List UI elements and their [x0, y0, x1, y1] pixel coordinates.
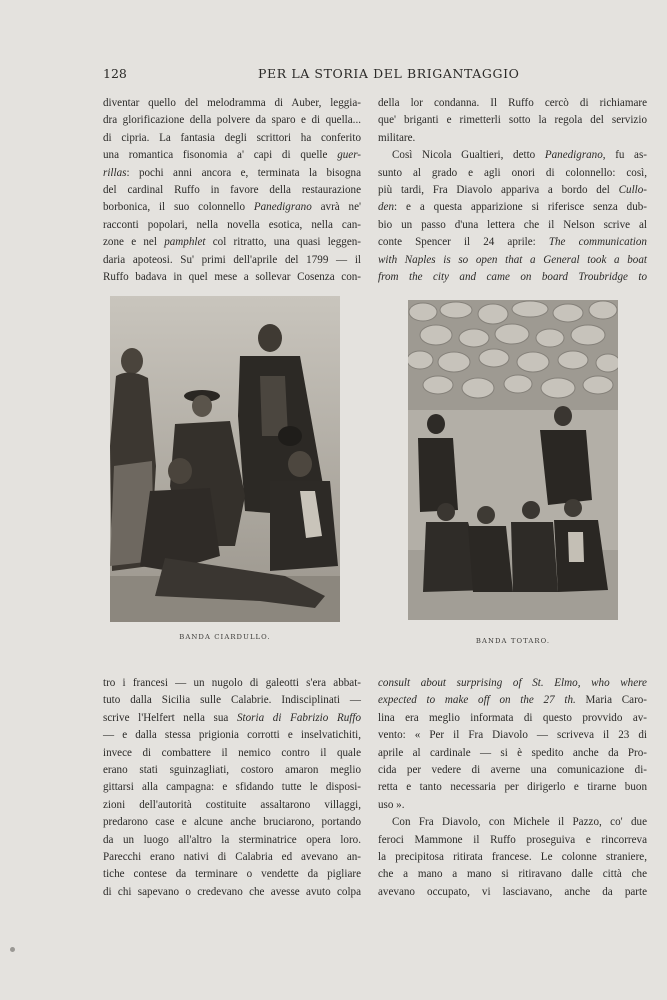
text-run: tiche contese da terminare o vendette da pigliare [103, 868, 361, 881]
text-line [103, 762, 361, 779]
page-number: 128 [103, 66, 127, 81]
italic-run: from the city and came on board Troubridge to [378, 271, 647, 284]
italic-run: pamphlet [164, 236, 206, 249]
text-line [378, 692, 647, 709]
text-run: : pochi anni ancora e, terminata la bisogna [126, 166, 361, 179]
text-run: predarono case e alcune anche bruciarono, portando [103, 816, 361, 829]
italic-run: Cullo- [618, 184, 647, 197]
text-run: , fu as- [602, 149, 647, 162]
text-column-top-right [378, 95, 647, 286]
text-run: invece di combattere il nemico contro il quale [103, 746, 361, 759]
text-line [103, 112, 361, 129]
text-line [103, 832, 361, 849]
text-line [378, 797, 647, 814]
text-run: — e dalla stessa prigionia corrotti e inselvatichiti, [103, 729, 361, 742]
text-line [103, 692, 361, 709]
italic-run: guer- [337, 149, 361, 162]
text-run: del cardinal Ruffo in favore della restaurazione [103, 184, 361, 197]
text-line [378, 95, 647, 112]
italic-run: Panedigrano [544, 149, 603, 162]
text-line [378, 199, 647, 216]
text-run: vento: « Per il Fra Diavolo — scriveva il 23 di [378, 729, 647, 742]
text-line [103, 675, 361, 692]
text-run: da un luogo all'altro la sterminatrice opera loro. [103, 833, 361, 846]
text-line [378, 147, 647, 164]
text-run: scrive l'Helfert nella sua [103, 711, 237, 724]
text-run: cida per vedere di averne una comunicazione di- [378, 764, 647, 777]
text-line [103, 234, 361, 251]
text-run: sunto al grado e agli onori di colonnello: così, [378, 166, 647, 179]
text-run: racconti popolari, nella novella esotica, nella can- [103, 218, 361, 231]
text-run: dra glorificazione della polvere da sparo e di quella... [103, 114, 361, 127]
text-line [103, 130, 361, 147]
text-run: col ritratto, una quasi leggen- [205, 236, 361, 249]
photo-banda-totaro-image [408, 300, 618, 620]
text-column-bottom-left [103, 675, 361, 901]
photo-banda-totaro [408, 300, 618, 620]
text-run: erano stati sguinzagliati, costoro amaron meglio [103, 764, 361, 777]
text-run: zone e nel [103, 236, 165, 249]
text-run: aprile al cardinale — si è spedito anche da Pro- [378, 746, 647, 759]
text-run: di chi sapevano o credevano che avesse avuto colpa [103, 885, 361, 898]
text-run: della lor condanna. Il Ruffo cercò di richiamare [378, 97, 647, 109]
text-run: Ruffo badava in quel mese a sollevar Cosenza con- [103, 271, 361, 284]
text-run: la precipitosa ritirata francese. Le colonne straniere, [378, 851, 647, 864]
text-line [103, 95, 361, 112]
text-line [378, 745, 647, 762]
text-line [103, 217, 361, 234]
text-line [378, 814, 647, 831]
text-line [378, 182, 647, 199]
text-line [378, 217, 647, 234]
text-run: bio un passo d'una lettera che il Nelson scrive al [378, 218, 647, 231]
italic-run: with Naples is so open that a General took a boat [378, 253, 647, 266]
text-line [103, 727, 361, 744]
text-line [378, 675, 647, 692]
italic-run: Storia di Fabrizio Ruffo [237, 711, 361, 724]
text-line [103, 165, 361, 182]
italic-run: consult about surprising of St. Elmo, who where [378, 677, 647, 689]
text-line [103, 745, 361, 762]
text-run: Maria Caro- [575, 694, 648, 707]
text-line [378, 269, 647, 286]
photo-banda-ciardullo [110, 296, 340, 622]
text-line [378, 710, 647, 727]
text-run: gittarsi alla campagna: e sfidando tutte le disposi- [103, 781, 361, 794]
text-line [378, 727, 647, 744]
text-run: militare. [378, 131, 416, 144]
text-line [378, 849, 647, 866]
text-line [378, 252, 647, 269]
text-line [103, 182, 361, 199]
text-run: Così Nicola Gualtieri, detto [392, 149, 545, 162]
text-run: tuto dalla Sicilia sulle Calabrie. Indisciplinati — [103, 694, 361, 707]
running-title: PER LA STORIA DEL BRIGANTAGGIO [258, 66, 520, 81]
text-line [378, 165, 647, 182]
italic-run: expected to make off on the 27 th. [378, 694, 576, 707]
text-run: retta e tanto necessaria per dirigerlo e tirarne buon [378, 781, 647, 794]
italic-run: den [378, 201, 395, 214]
text-run: tro i francesi — un nugolo di galeotti s'era abbat- [103, 677, 361, 689]
photo-caption-left: BANDA CIARDULLO. [179, 633, 271, 641]
text-run: avevano occupato, vi lasciavano, anche da parte [378, 885, 647, 898]
text-line [378, 112, 647, 129]
text-line [103, 710, 361, 727]
text-line [378, 866, 647, 883]
text-run: borbonica, il suo colonnello [103, 201, 254, 214]
text-run: feroci Mammone il Ruffo proseguiva e rincorreva [378, 833, 647, 846]
text-run: lina era meglio informata di questo provvido av- [378, 711, 647, 724]
paper-speck [10, 947, 15, 952]
text-run: : e a questa apparizione si riferisce senza dub- [394, 201, 647, 214]
text-run: una romantica fisonomia a' capi di quelle [103, 149, 338, 162]
text-line [378, 832, 647, 849]
italic-run: rillas [103, 166, 127, 179]
text-column-bottom-right [378, 675, 647, 901]
text-line [103, 884, 361, 901]
text-line [378, 779, 647, 796]
text-run: Con Fra Diavolo, con Michele il Pazzo, co' due [392, 816, 647, 829]
text-run: Parecchi erano nativi di Calabria ed avevano an- [103, 851, 361, 864]
text-run: più tardi, Fra Diavolo appariva a bordo del [378, 184, 619, 197]
text-run: di cipria. La fantasia degli scrittori ha conferito [103, 131, 361, 144]
italic-run: Panedigrano [253, 201, 312, 214]
text-line [378, 884, 647, 901]
text-line [103, 252, 361, 269]
text-line [378, 130, 647, 147]
photo-caption-right: BANDA TOTARO. [475, 637, 551, 645]
text-run: zioni dell'autorità costituite assaltarono villaggi, [103, 798, 361, 811]
text-run: conte Spencer il 24 aprile: [378, 236, 549, 249]
text-run: daria apoteosi. Su' primi dell'aprile del 1799 — il [103, 253, 361, 266]
text-line [378, 762, 647, 779]
text-line [103, 779, 361, 796]
text-line [103, 849, 361, 866]
text-line [103, 866, 361, 883]
text-run: que' briganti e rimetterli sotto la regola del servizio [378, 114, 647, 127]
text-line [103, 147, 361, 164]
running-head [0, 66, 667, 84]
text-line [103, 814, 361, 831]
photo-banda-ciardullo-image [110, 296, 340, 622]
italic-run: The communication [548, 236, 647, 249]
text-run: uso ». [378, 798, 405, 811]
text-line [378, 234, 647, 251]
text-run: avrà ne' [311, 201, 361, 214]
text-line [103, 269, 361, 286]
text-line [103, 199, 361, 216]
text-line [103, 797, 361, 814]
text-column-top-left [103, 95, 361, 286]
text-run: diventar quello del melodramma di Auber, leggia- [103, 97, 361, 109]
text-run: che a mano a mano si ritiravano dalle città che [378, 868, 647, 881]
